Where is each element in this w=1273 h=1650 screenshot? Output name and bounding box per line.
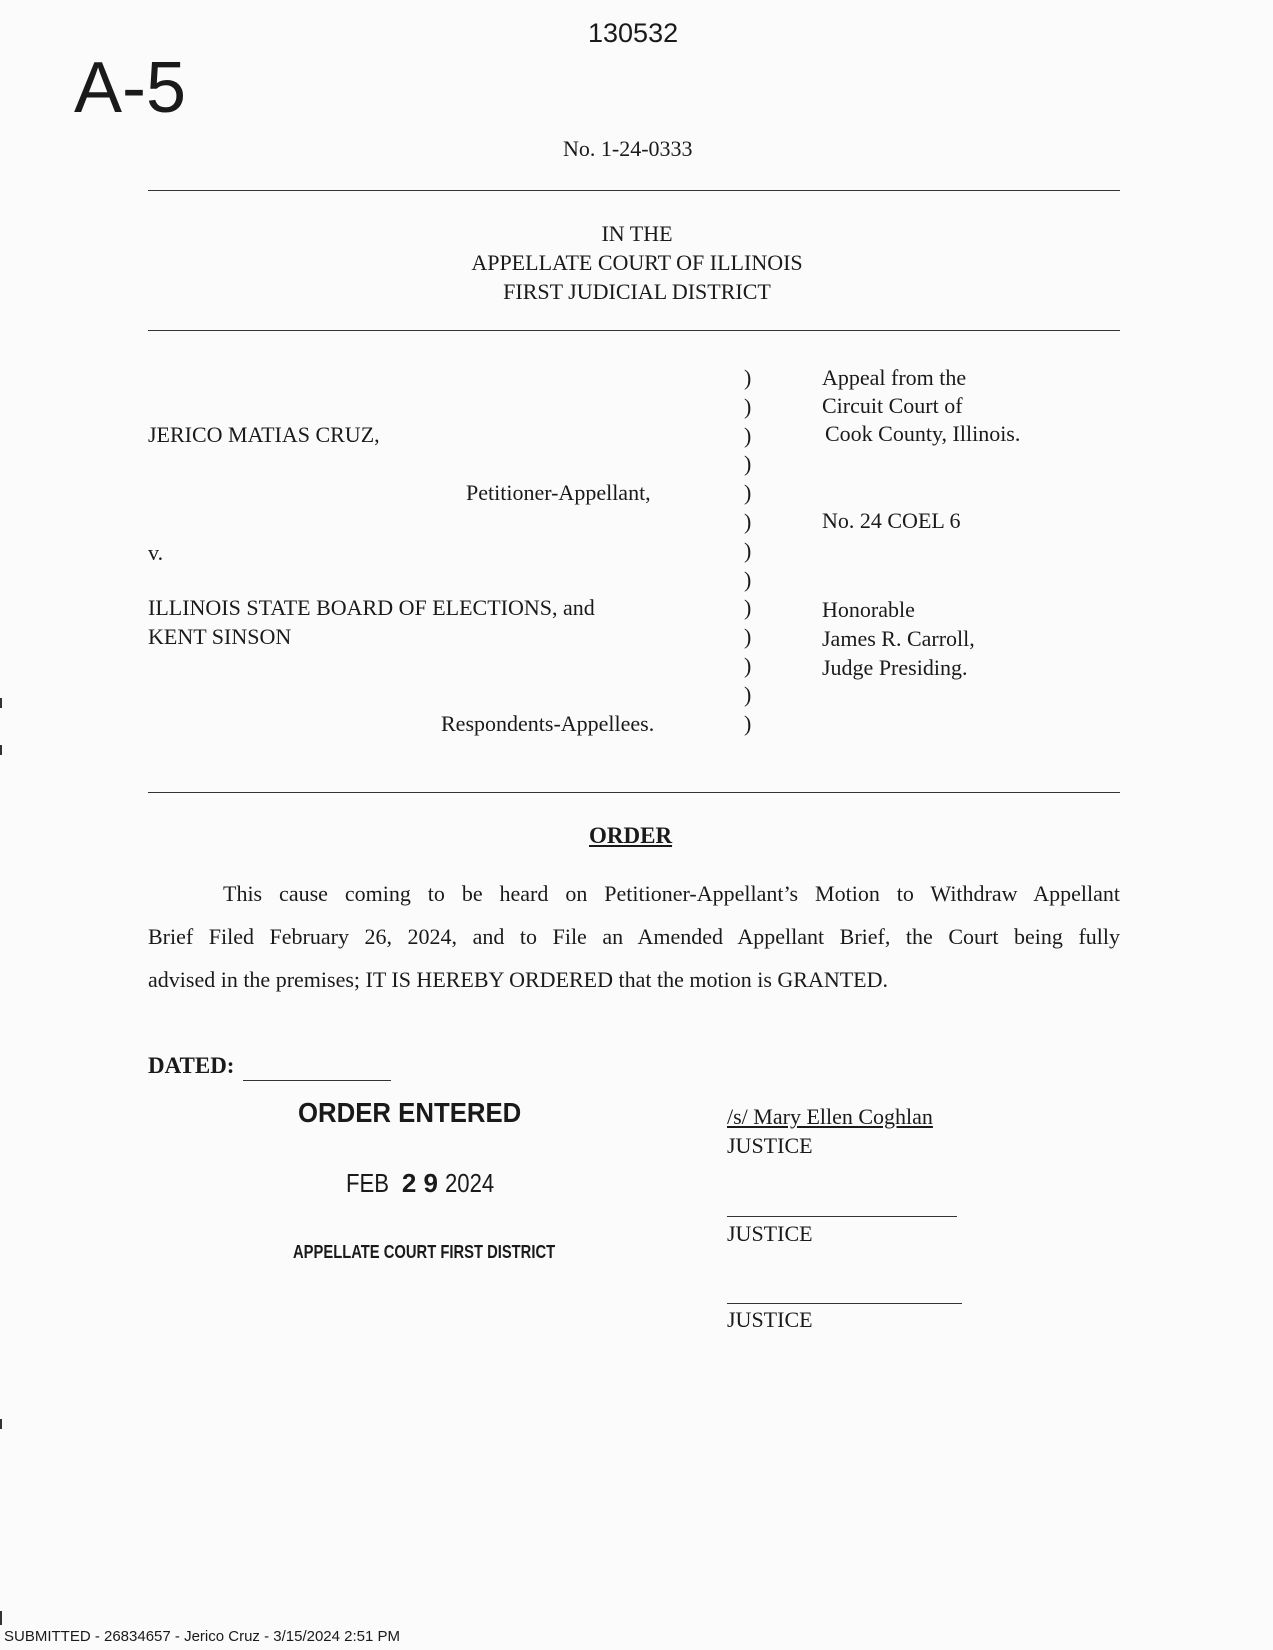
paren: ) (744, 480, 752, 506)
stamp-title: ORDER ENTERED (298, 1097, 522, 1128)
appeal-line1: Appeal from the (822, 365, 967, 390)
scan-mark (0, 698, 2, 708)
filing-number: 130532 (588, 18, 679, 48)
judge-line2: James R. Carroll, (822, 626, 975, 651)
divider-middle (148, 330, 1120, 331)
order-line3: advised in the premises; IT IS HEREBY ORDERED that the motion is GRANTED. (148, 967, 888, 992)
order-line1: This cause coming to be heard on Petitioner-Appellant’s Motion to Withdraw Appellant (223, 881, 1120, 906)
stamp-year: 2024 (445, 1168, 495, 1198)
justice-title-1: JUSTICE (727, 1133, 813, 1158)
paren: ) (744, 393, 752, 419)
paren: ) (744, 508, 752, 534)
paren: ) (744, 652, 752, 678)
petitioner-role: Petitioner-Appellant, (466, 480, 651, 505)
respondent-name-line2: KENT SINSON (148, 624, 292, 649)
stamp-month: FEB (346, 1168, 389, 1198)
order-heading: ORDER (589, 823, 673, 848)
case-number: No. 1-24-0333 (563, 136, 693, 161)
judge-line3: Judge Presiding. (822, 655, 968, 680)
justice-title-2: JUSTICE (727, 1221, 813, 1246)
paren: ) (744, 681, 752, 707)
judge-block (822, 595, 975, 682)
lower-court-case-number: No. 24 COEL 6 (822, 508, 961, 533)
court-line-in-the: IN THE (601, 221, 673, 246)
scan-mark (0, 1611, 2, 1625)
paren: ) (744, 624, 752, 650)
divider-bottom (148, 792, 1120, 793)
paren: ) (744, 566, 752, 592)
scan-mark (0, 745, 2, 755)
paren: ) (744, 537, 752, 563)
paren: ) (744, 595, 752, 621)
court-line-name: APPELLATE COURT OF ILLINOIS (471, 250, 803, 275)
signature-line-3 (727, 1303, 962, 1304)
paren: ) (744, 365, 752, 390)
submission-footer: SUBMITTED - 26834657 - Jerico Cruz - 3/15/2024 2:51 PM (4, 1628, 401, 1645)
respondent-role: Respondents-Appellees. (441, 711, 655, 736)
scan-mark (0, 1419, 2, 1429)
paren: ) (744, 422, 752, 448)
justice-title-3: JUSTICE (727, 1307, 813, 1332)
order-line2: Brief Filed February 26, 2024, and to File an Amended Appellant Brief, the Court being fully (148, 924, 1120, 949)
appeal-line2: Circuit Court of (822, 393, 963, 418)
court-heading (300, 219, 974, 306)
petitioner-name: JERICO MATIAS CRUZ, (148, 422, 380, 447)
divider-top (148, 190, 1120, 191)
stamp-date (346, 1168, 503, 1199)
judge-line1: Honorable (822, 597, 915, 622)
caption-parenthesis-column (744, 364, 751, 738)
respondent-name-line1: ILLINOIS STATE BOARD OF ELECTIONS, and (148, 595, 595, 620)
paren: ) (744, 710, 752, 736)
signature-line-2 (727, 1216, 957, 1217)
dated-label: DATED: (148, 1053, 235, 1078)
stamp-day: 2 9 (401, 1168, 438, 1198)
dated-blank-line (243, 1080, 391, 1081)
exhibit-label: A-5 (74, 48, 187, 128)
stamp-court: APPELLATE COURT FIRST DISTRICT (293, 1242, 556, 1262)
order-body (148, 872, 1120, 1001)
paren: ) (744, 451, 752, 477)
appeal-from-block (822, 364, 1020, 448)
signer-name: /s/ Mary Ellen Coghlan (727, 1104, 933, 1129)
court-line-district: FIRST JUDICIAL DISTRICT (503, 279, 771, 304)
versus: v. (148, 540, 164, 565)
appeal-line3: Cook County, Illinois. (825, 421, 1021, 446)
